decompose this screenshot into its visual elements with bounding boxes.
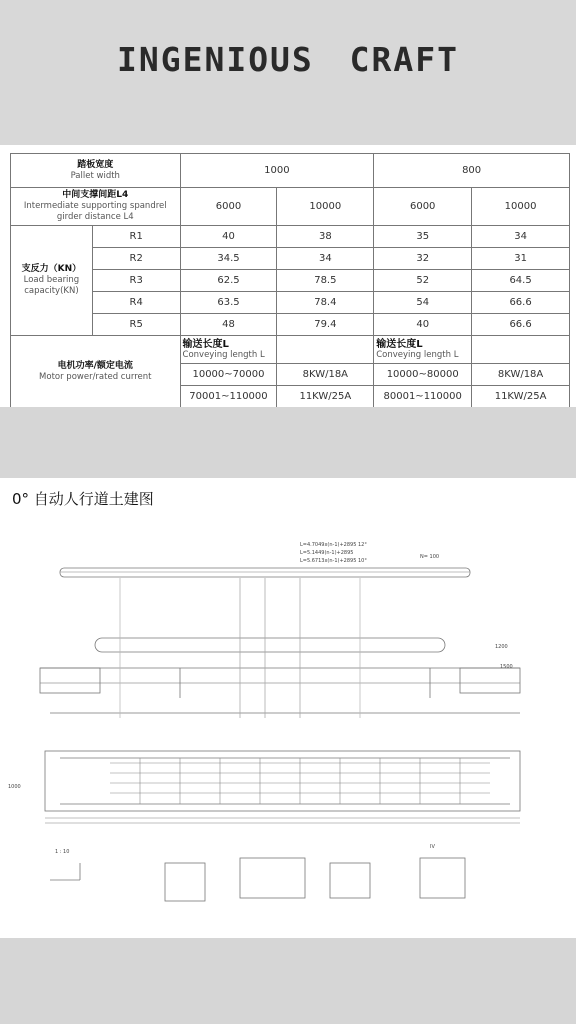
table-cell: 10000~70000 <box>180 364 277 386</box>
table-cell: 10000 <box>277 188 374 226</box>
table-cell: 64.5 <box>472 270 570 292</box>
table-cell: 35 <box>374 226 472 248</box>
header-banner <box>0 0 576 145</box>
plan-outline <box>45 751 520 811</box>
table-cell: 40 <box>180 226 277 248</box>
table-cell <box>472 336 570 364</box>
detail-text: 1 : 10 <box>55 849 70 855</box>
table-cell: 38 <box>277 226 374 248</box>
table-row <box>11 336 570 364</box>
conveying-length-header: 输送长度L Conveying length L <box>180 336 277 364</box>
brand-title: INGENIOUS CRAFT <box>116 40 459 79</box>
table-cell: 11KW/25A <box>277 386 374 408</box>
table-row <box>11 226 570 248</box>
table-row <box>11 154 570 188</box>
dimension-text: N= 100 <box>420 554 440 560</box>
table-cell: 79.4 <box>277 314 374 336</box>
table-cell: 32 <box>374 248 472 270</box>
formula-text: L=5.1449(n-1)+2895 <box>300 550 354 556</box>
table-cell: 11KW/25A <box>472 386 570 408</box>
table-cell: 10000 <box>472 188 570 226</box>
table-row <box>11 270 570 292</box>
table-cell: 8KW/18A <box>472 364 570 386</box>
drawing-panel <box>0 478 576 938</box>
formula-text: L=4.7049x(n-1)+2895 12° <box>300 542 367 548</box>
table-cell: 78.4 <box>277 292 374 314</box>
dimension-text: 1200 <box>495 644 508 650</box>
row-label: R3 <box>92 270 180 292</box>
table-cell <box>277 336 374 364</box>
civil-drawing <box>0 518 576 938</box>
table-cell: 63.5 <box>180 292 277 314</box>
handrail-outline <box>60 568 470 577</box>
row-label: R5 <box>92 314 180 336</box>
table-cell: 66.6 <box>472 292 570 314</box>
footer-band <box>0 938 576 1024</box>
table-cell: 31 <box>472 248 570 270</box>
table-cell: 52 <box>374 270 472 292</box>
table-cell: 62.5 <box>180 270 277 292</box>
row-label: R2 <box>92 248 180 270</box>
table-cell: 66.6 <box>472 314 570 336</box>
pallet-width-800: 800 <box>374 154 570 188</box>
table-cell: 78.5 <box>277 270 374 292</box>
formula-text: L=5.6713x(n-1)+2895 10° <box>300 558 367 564</box>
table-cell: 6000 <box>180 188 277 226</box>
table-cell: 34.5 <box>180 248 277 270</box>
row-label: R4 <box>92 292 180 314</box>
table-row <box>11 248 570 270</box>
table-cell: 70001~110000 <box>180 386 277 408</box>
table-cell: 10000~80000 <box>374 364 472 386</box>
table-cell: 34 <box>277 248 374 270</box>
reaction-label: 支反力（KN） Load bearing capacity(KN) <box>11 226 93 336</box>
conveying-length-header: 输送长度L Conveying length L <box>374 336 472 364</box>
pallet-width-1000: 1000 <box>180 154 374 188</box>
motor-label: 电机功率/额定电流 Motor power/rated current <box>11 336 181 408</box>
table-row <box>11 292 570 314</box>
table-row <box>11 314 570 336</box>
pallet-width-label: 踏板宽度 Pallet width <box>11 154 181 188</box>
table-cell: 40 <box>374 314 472 336</box>
table-cell: 6000 <box>374 188 472 226</box>
table-row <box>11 188 570 226</box>
dimension-text: 1500 <box>500 664 513 670</box>
table-cell: 48 <box>180 314 277 336</box>
truss-outline <box>95 638 445 652</box>
support-distance-label: 中间支撑间距L4 Intermediate supporting spandrel girder distance L4 <box>11 188 181 226</box>
detail-text: IV <box>430 844 435 850</box>
separator-band <box>0 407 576 478</box>
plan-grid <box>110 758 490 804</box>
table-cell: 34 <box>472 226 570 248</box>
row-label: R1 <box>92 226 180 248</box>
drawing-title: 0° 自动人行道土建图 <box>12 490 154 508</box>
spec-table-panel <box>0 145 576 407</box>
table-cell: 8KW/18A <box>277 364 374 386</box>
dimension-text: 1000 <box>8 784 21 790</box>
table-cell: 80001~110000 <box>374 386 472 408</box>
table-cell: 54 <box>374 292 472 314</box>
spec-table <box>10 153 570 408</box>
